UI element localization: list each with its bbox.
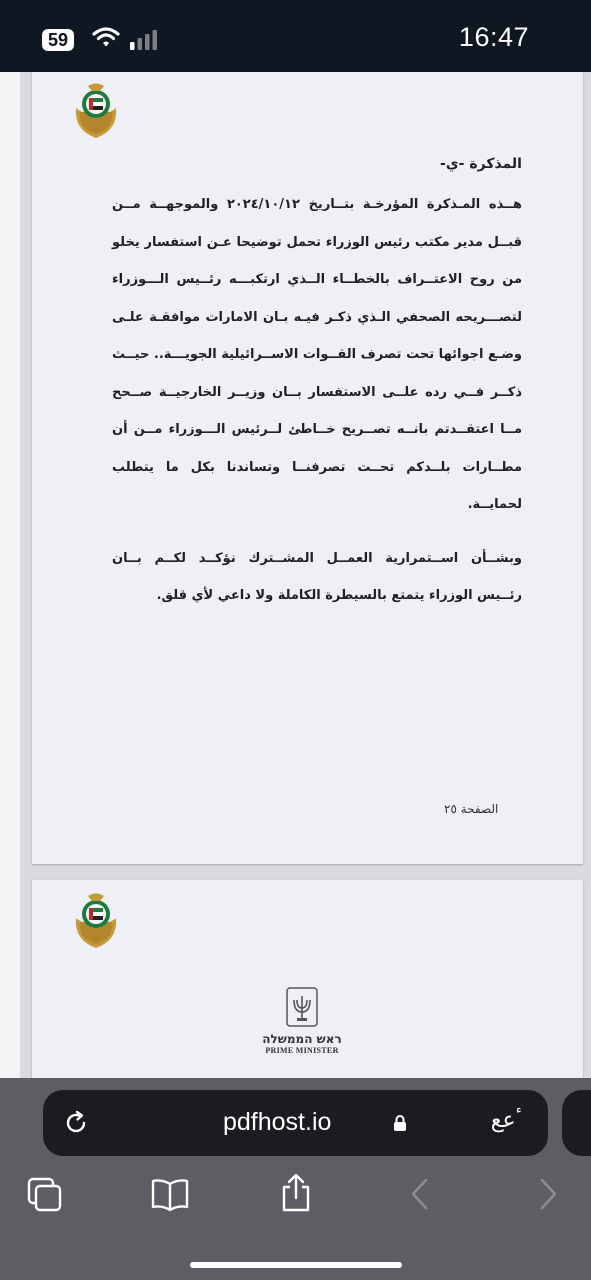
- wifi-icon: [92, 26, 120, 48]
- lock-icon: [393, 1114, 407, 1132]
- uae-emblem-icon: [70, 82, 122, 142]
- pm-title-english: PRIME MINISTER: [265, 1046, 339, 1055]
- pdf-viewer[interactable]: [0, 72, 591, 1078]
- tabs-icon[interactable]: [26, 1176, 64, 1214]
- pm-title-hebrew: ראש הממשלה: [262, 1032, 342, 1046]
- memo-paragraph-1: هــذه المـذكرة المؤرخـة بتــاريخ ٢٠٢٤/١٠/١٢ والموجهــة مــن قبــل مدير مكتب رئيس الوزراء تحمل توضيحا عـن استفسار يخلو من روح الاعتــراف بالخطــاء الــذي ارتكبـــه رئــيس الـــوزراء لتصـــريحه الصحفي الـذي ذكـر فيـه بـان الامارات موافقـة علـى وضـع اجوائها تحت تصرف القــوات الاســرائيلية الجويـــة.. حيــث ذكــر فــي رده علــى الاستفسار بــان وزيــر الخارجيــة صــحح مــا اعتقــدتم بانــه تصــريح خــاطئ لــرئيس الـــوزراء مــن أن مطــارات بلــدكم تحــت تصرفنــا وتساندنا بكل ما يتطلب لحمايــة.: [112, 197, 522, 512]
- browser-bottom-bar: [0, 1078, 591, 1280]
- share-icon[interactable]: [278, 1172, 314, 1214]
- home-indicator[interactable]: [190, 1262, 402, 1268]
- uae-emblem-icon: [70, 892, 122, 952]
- memo-heading: المذكرة -ي-: [440, 156, 522, 172]
- status-bar: [0, 0, 591, 72]
- viewer-margin: [0, 72, 20, 1078]
- book-icon[interactable]: [150, 1176, 190, 1214]
- chevron-right-icon[interactable]: [536, 1176, 560, 1212]
- prime-minister-letterhead: [242, 986, 362, 1055]
- address-bar[interactable]: [43, 1090, 548, 1156]
- page-number: الصفحة ٢٥: [444, 802, 499, 816]
- menorah-emblem-icon: [285, 986, 319, 1028]
- memo-paragraph-2: وبشــأن اســتمرارية العمــل المشــترك نؤكــد لكــم بــان رئــيس الوزراء يتمتع بالسيطرة الكاملة ولا داعي لأي قلق.: [112, 550, 522, 603]
- cellular-signal-icon: [130, 30, 160, 50]
- chevron-left-icon[interactable]: [408, 1176, 432, 1212]
- memo-text: [112, 156, 522, 631]
- text-size-button[interactable]: ٴعع: [490, 1108, 522, 1133]
- next-tab-preview[interactable]: [562, 1090, 591, 1156]
- battery-indicator: 59: [42, 29, 74, 51]
- pdf-page-1: [32, 72, 583, 864]
- pdf-page-2: [32, 880, 583, 1078]
- clock: 16:47: [458, 22, 529, 52]
- reload-icon[interactable]: [63, 1110, 89, 1136]
- url-text[interactable]: pdfhost.io: [223, 1108, 332, 1136]
